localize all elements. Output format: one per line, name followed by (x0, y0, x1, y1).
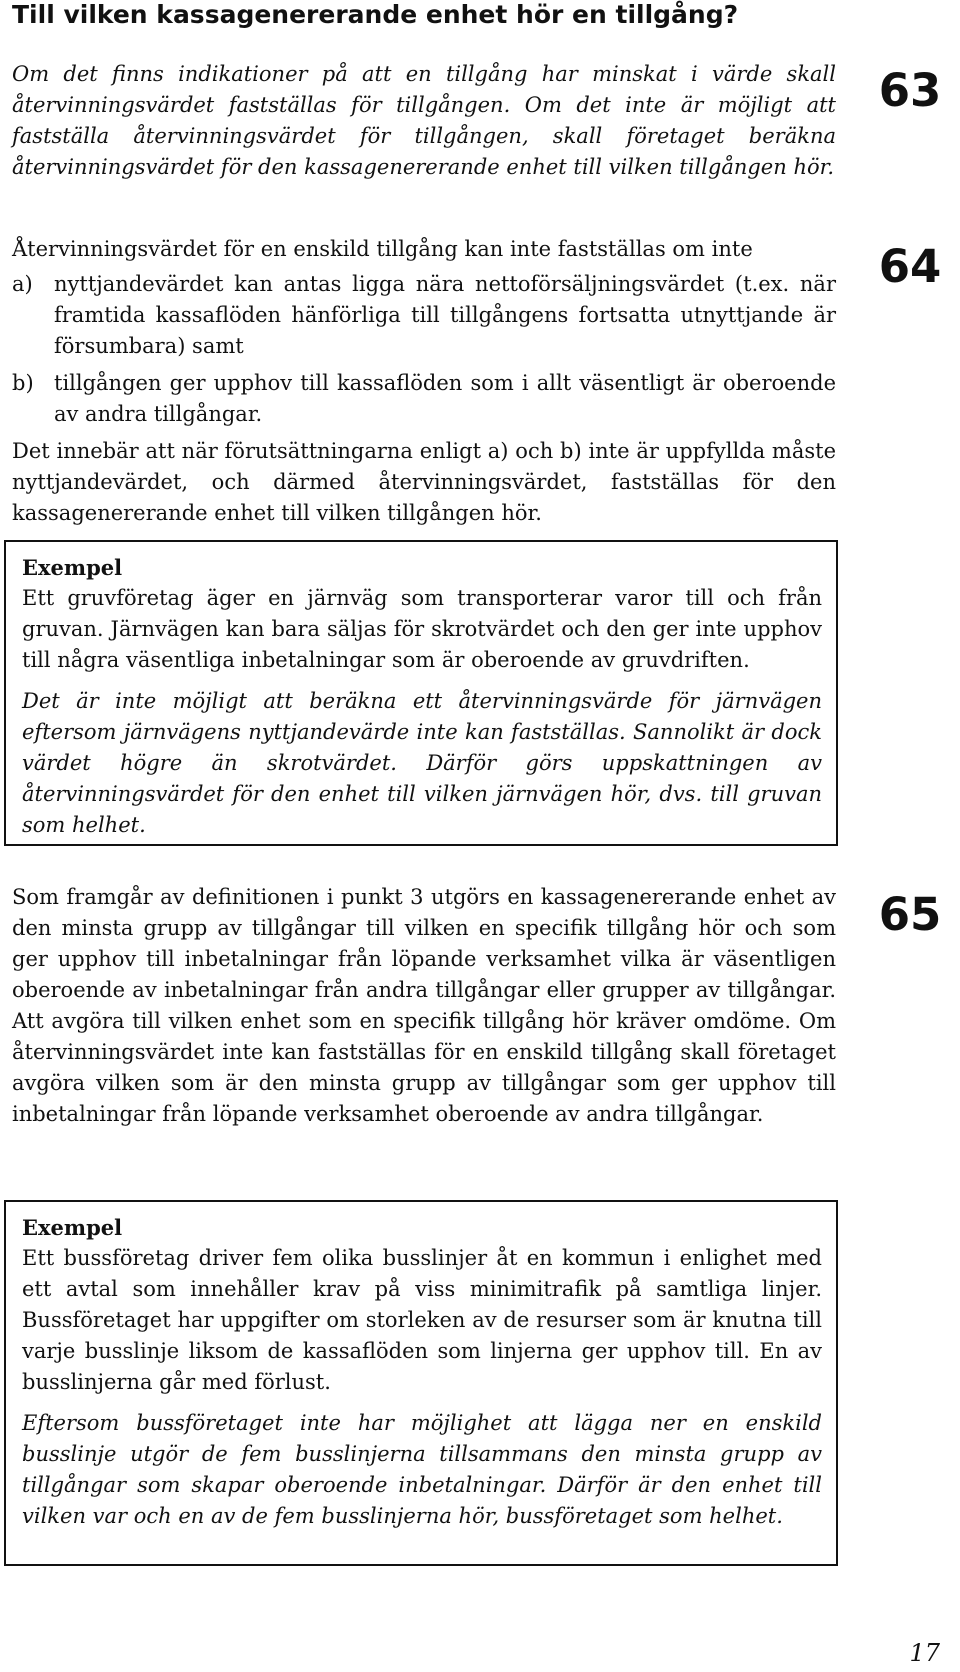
list-item-label: b) (12, 371, 34, 395)
list-item-text: tillgången ger upphov till kassaflöden som i allt väsentligt är oberoende av andra tillgångar. (54, 371, 836, 426)
example-title: Exempel (22, 1215, 123, 1240)
paragraph-63: Om det finns indikationer på att en tillgång har minskat i värde skall återvinningsvärdet fastställas för tillgången. Om det inte är möjligt att fastställa återvinningsvärdet för tillgången, skall företaget beräkna återvinningsvärdet för den kassagenererande enhet till vilken tillgången hör. (12, 62, 836, 179)
paragraph-64-lead: Återvinningsvärdet för en enskild tillgång kan inte fastställas om inte (12, 237, 753, 261)
list-item (12, 368, 836, 430)
example-body: Ett gruvföretag äger en järnväg som transporterar varor till och från gruvan. Järnvägen kan bara säljas för skrotvärdet och den ger inte upphov till några väsentliga inbetalningar som är oberoende av gruvdriften. (22, 586, 822, 672)
condition-list (12, 269, 836, 430)
paragraph-65: Som framgår av definitionen i punkt 3 utgörs en kassagenererande enhet av den minsta grupp av tillgångar till vilken en specifik tillgång hör och som ger upphov till inbetalningar från löpande verksamhet vilka är väsentligen oberoende av inbetalningar från andra tillgångar eller grupper av tillgångar. Att avgöra till vilken enhet som en specifik tillgång hör kräver omdöme. Om återvinningsvärdet inte kan fastställas för en enskild tillgång skall företaget avgöra vilken som är den minsta grupp av tillgångar som ger upphov till inbetalningar från löpande verksamhet oberoende av andra tillgångar. (12, 885, 836, 1126)
example-box-1 (4, 540, 838, 846)
example-comment: Eftersom bussföretaget inte har möjlighet att lägga ner en enskild busslinje utgör de fem busslinjerna tillsammans den minsta grupp av tillgångar som skapar oberoende inbetalningar. Därför är den enhet till vilken var och en av de fem busslinjerna hör, bussföretaget som helhet. (22, 1411, 822, 1528)
list-item-label: a) (12, 272, 33, 296)
paragraph-number-64: 64 (878, 240, 942, 293)
example-comment: Det är inte möjligt att beräkna ett återvinningsvärde för järnvägen eftersom järnvägens nyttjandevärde inte kan fastställas. Sannolikt är dock värdet högre än skrotvärdet. Därför görs uppskattningen av återvinningsvärdet för den enhet till vilken järnvägen hör, dvs. till gruvan som helhet. (22, 689, 822, 837)
paragraph-64-conclusion: Det innebär att när förutsättningarna enligt a) och b) inte är uppfyllda måste nyttjandevärdet, och därmed återvinningsvärdet, fastställas för den kassagenererande enhet till vilken tillgången hör. (12, 439, 836, 525)
example-box-2 (4, 1200, 838, 1566)
list-item-text: nyttjandevärdet kan antas ligga nära nettoförsäljningsvärdet (t.ex. när framtida kassaflöden hänförliga till tillgångens fortsatta utnyttjande är försumbara) samt (54, 272, 836, 358)
paragraph-number-63: 63 (878, 64, 942, 117)
example-title: Exempel (22, 555, 123, 580)
paragraph-64 (12, 234, 836, 529)
paragraph-number-65: 65 (878, 888, 942, 941)
section-heading: Till vilken kassagenererande enhet hör en tillgång? (12, 0, 739, 29)
page-number: 17 (909, 1639, 940, 1667)
example-body: Ett bussföretag driver fem olika busslinjer åt en kommun i enlighet med ett avtal som innehåller krav på viss minimitrafik på samtliga linjer. Bussföretaget har uppgifter om storleken av de resurser som är knutna till varje busslinje liksom de kassaflöden som linjerna ger upphov till. En av busslinjerna går med förlust. (22, 1246, 822, 1394)
list-item (12, 269, 836, 362)
